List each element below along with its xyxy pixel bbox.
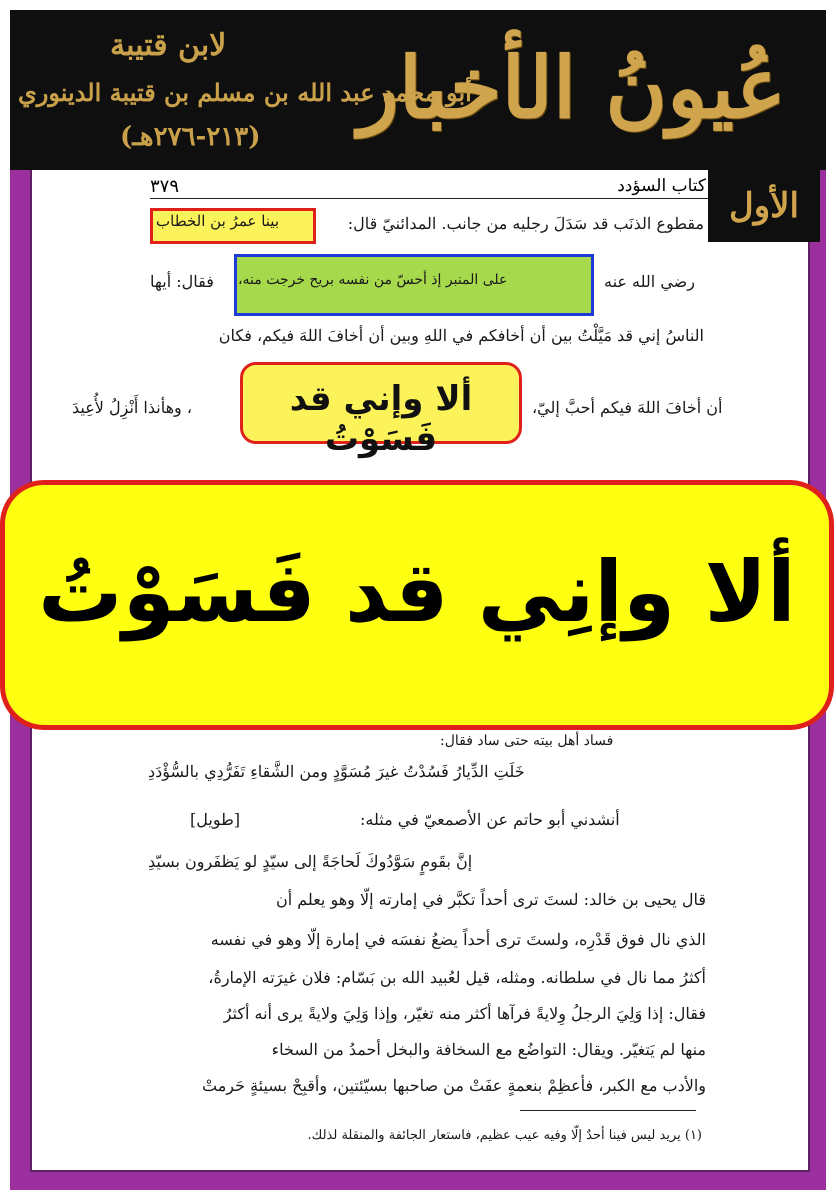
text-line: أن أخافَ اللهَ فيكم أحبَّ إليّ، — [532, 398, 723, 417]
text-line: ، وهأنذا أَنْزِلُ لأُعِيدَ — [72, 398, 193, 417]
volume-badge: الأول — [708, 170, 820, 242]
text-line: فقال: أيها — [150, 272, 214, 291]
chapter-title: كتاب السؤدد — [617, 176, 706, 196]
text-line: الناسُ إني قد مَيَّلْتُ بين أن أخافكم في اللهِ وبين أن أخافَ اللهَ فيكم، فكان — [218, 326, 704, 345]
highlight-green-text: على المنبر إذ أحسّ من نفسه بريح خرجت منه، — [238, 272, 508, 288]
author-dates: (٢١٣-٢٧٦هـ) — [120, 122, 261, 152]
text-line: فساد أهل بيته حتى ساد فقال: — [440, 733, 614, 749]
text-line: مقطوع الذنَب قد سَدَلَ رجليه من جانب. المدائنيّ قال: — [347, 214, 704, 233]
page-number: ٣٧٩ — [150, 176, 180, 197]
meter-label: [طويل] — [190, 810, 241, 829]
author-full-name: أبو محمد عبد الله بن مسلم بن قتيبة الدينوري — [18, 78, 472, 107]
text-line: والأدب مع الكبر، فأعظِمْ بنعمةٍ عفَتْ من صاحبها بسيّئتين، وأقبِحْ بسيئةٍ حَرمتْ — [201, 1076, 706, 1095]
quote-box — [240, 362, 522, 459]
text-line: أكثرُ مما نال في سلطانه. ومثله، قيل لعُبيد الله بن بَسّام: فلان غيرَته الإمارةُ، — [208, 968, 706, 987]
book-header — [10, 10, 826, 170]
text-line: الذي نال فوق قَدْرِه، ولستَ ترى أحداً يضعُ نفسَه في إمارة إلّا وهو في نفسه — [210, 930, 706, 949]
book-title: عُيونُ الأخبار — [358, 38, 786, 137]
verse-line: إنَّ بقَومٍ سَوَّدُوكَ لَحاجَةً إلى سيّدٍ لو يَظفَرون بسيّدِ — [148, 852, 473, 871]
text-line: أنشدني أبو حاتم عن الأصمعيّ في مثله: — [360, 810, 620, 829]
big-quote-text: ألا وإنِي قد فَسَوْتُ — [38, 543, 796, 641]
quote-text: ألا وإني قد فَسَوْتُ — [289, 379, 473, 459]
text-line: منها لم يَتغيّر. ويقال: التواضُع مع السخافة والبخل أحمدُ من السخاء — [271, 1040, 706, 1059]
verse-line: خَلَتِ الدِّيارُ فَسُدْتُ غيرَ مُسَوَّدٍ ومن الشَّقاءِ تَفَرُّدِي بالسُّؤْدَدِ — [148, 762, 525, 781]
footnote-rule — [520, 1110, 696, 1111]
text-line: قال يحيى بن خالد: لستَ ترى أحداً تكبَّر في إمارته إلّا وهو يعلم أن — [275, 890, 706, 909]
author-line: لابن قتيبة — [110, 28, 227, 63]
footnote: (١) يريد ليس فينا أحدٌ إلّا وفيه عيب عظيم، فاستعار الجائفة والمنقلة لذلك. — [307, 1128, 702, 1143]
text-line: فقال: إذا وَلِيَ الرجلُ وِلايةً فرآها أكثر منه تغيّر، وإذا وَلِيَ ولايةً يرى أنه أكثرُ — [223, 1004, 706, 1023]
big-quote-box — [0, 480, 834, 730]
text-line: رضي الله عنه — [604, 272, 695, 291]
highlight-yellow-text: بينا عمرُ بن الخطاب — [156, 212, 280, 230]
